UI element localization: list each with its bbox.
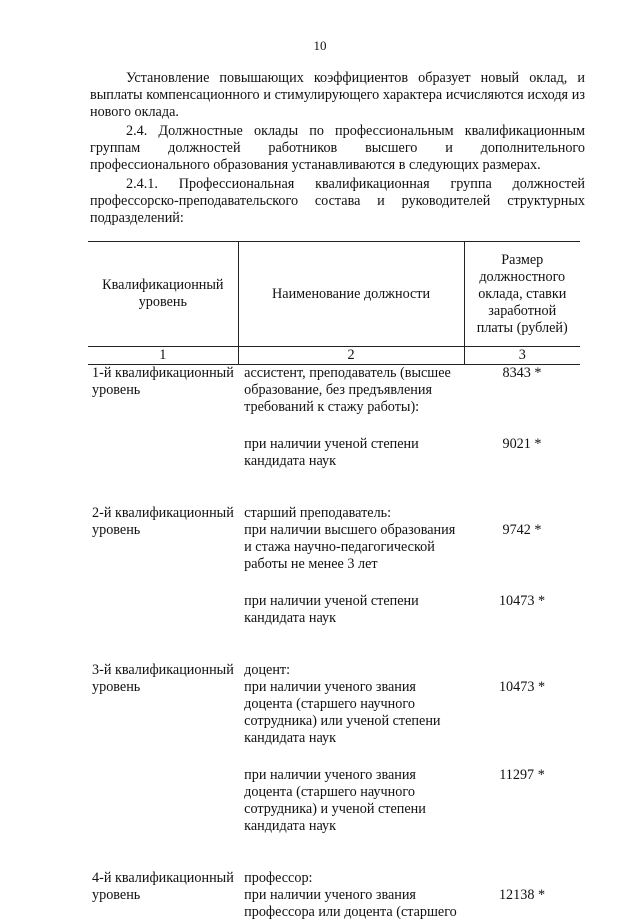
position-cell: ассистент, преподаватель (высшее образование, без предъявления требований к стажу работы): <box>244 365 451 415</box>
table-row <box>88 662 580 747</box>
salary-table <box>88 241 580 921</box>
table-column-numbers <box>88 347 580 365</box>
table-row <box>88 365 580 417</box>
position-condition: при наличии ученого звания профессора или доцента (старшего <box>244 887 457 920</box>
position-title: старший преподаватель: <box>244 505 392 521</box>
level-cell: 2-й квалификационный уровень <box>92 505 234 538</box>
paragraph-2-4 <box>90 123 585 174</box>
paragraph-coefficients <box>90 70 585 121</box>
level-cell: 1-й квалификационный уровень <box>92 365 234 398</box>
header-level: Квалификационный уровень <box>88 242 238 347</box>
header-position: Наименование должности <box>238 242 464 347</box>
level-cell: 4-й квалификационный уровень <box>92 870 234 903</box>
position-cell: при наличии ученого звания доцента (старшего научного сотрудника) и ученой степени кандидата наук <box>244 767 426 834</box>
table-row <box>88 505 580 573</box>
position-cell <box>238 662 464 747</box>
position-cell <box>238 870 464 921</box>
salary-cell: 8343 * <box>502 365 542 381</box>
header-salary: Размер должностного оклада, ставки заработной платы (рублей) <box>464 242 580 347</box>
salary-value: 12138 * <box>498 887 546 903</box>
column-number: 2 <box>238 347 464 365</box>
column-number: 1 <box>88 347 238 365</box>
salary-cell <box>464 505 580 573</box>
position-cell <box>238 505 464 573</box>
salary-value: 10473 * <box>498 679 546 695</box>
salary-cell <box>464 662 580 747</box>
salary-cell <box>464 870 580 921</box>
position-condition: при наличии высшего образования и стажа научно-педагогической работы не менее 3 лет <box>244 522 456 572</box>
position-cell: при наличии ученой степени кандидата наук <box>244 436 419 469</box>
paragraph-text: Установление повышающих коэффициентов образует новый оклад, и выплаты компенсационного и стимулирующего характера исчисляются исходя из нового оклада. <box>90 70 585 120</box>
paragraph-2-4-1 <box>90 176 585 227</box>
position-title: профессор: <box>244 870 313 886</box>
table-row <box>88 593 580 627</box>
position-cell: при наличии ученой степени кандидата наук <box>244 593 419 626</box>
table-row <box>88 767 580 835</box>
position-title: доцент: <box>244 662 291 678</box>
salary-cell: 10473 * <box>498 593 546 609</box>
column-number: 3 <box>464 347 580 365</box>
salary-value: 9742 * <box>502 522 542 538</box>
paragraph-text: 2.4. Должностные оклады по профессиональным квалификационным группам должностей работников высшего и дополнительного профессионального образования устанавливаются в следующих размерах. <box>90 123 585 173</box>
table-row <box>88 436 580 470</box>
table-row <box>88 870 580 921</box>
level-cell: 3-й квалификационный уровень <box>92 662 234 695</box>
salary-cell: 11297 * <box>499 767 545 783</box>
salary-cell: 9021 * <box>502 436 542 452</box>
page-number: 10 <box>313 38 327 53</box>
table-header-row <box>88 242 580 347</box>
paragraph-text: 2.4.1. Профессиональная квалификационная группа должностей профессорско-преподавательского состава и руководителей структурных подразделений: <box>90 176 585 226</box>
position-condition: при наличии ученого звания доцента (старшего научного сотрудника) или ученой степени кандидата наук <box>244 679 441 746</box>
